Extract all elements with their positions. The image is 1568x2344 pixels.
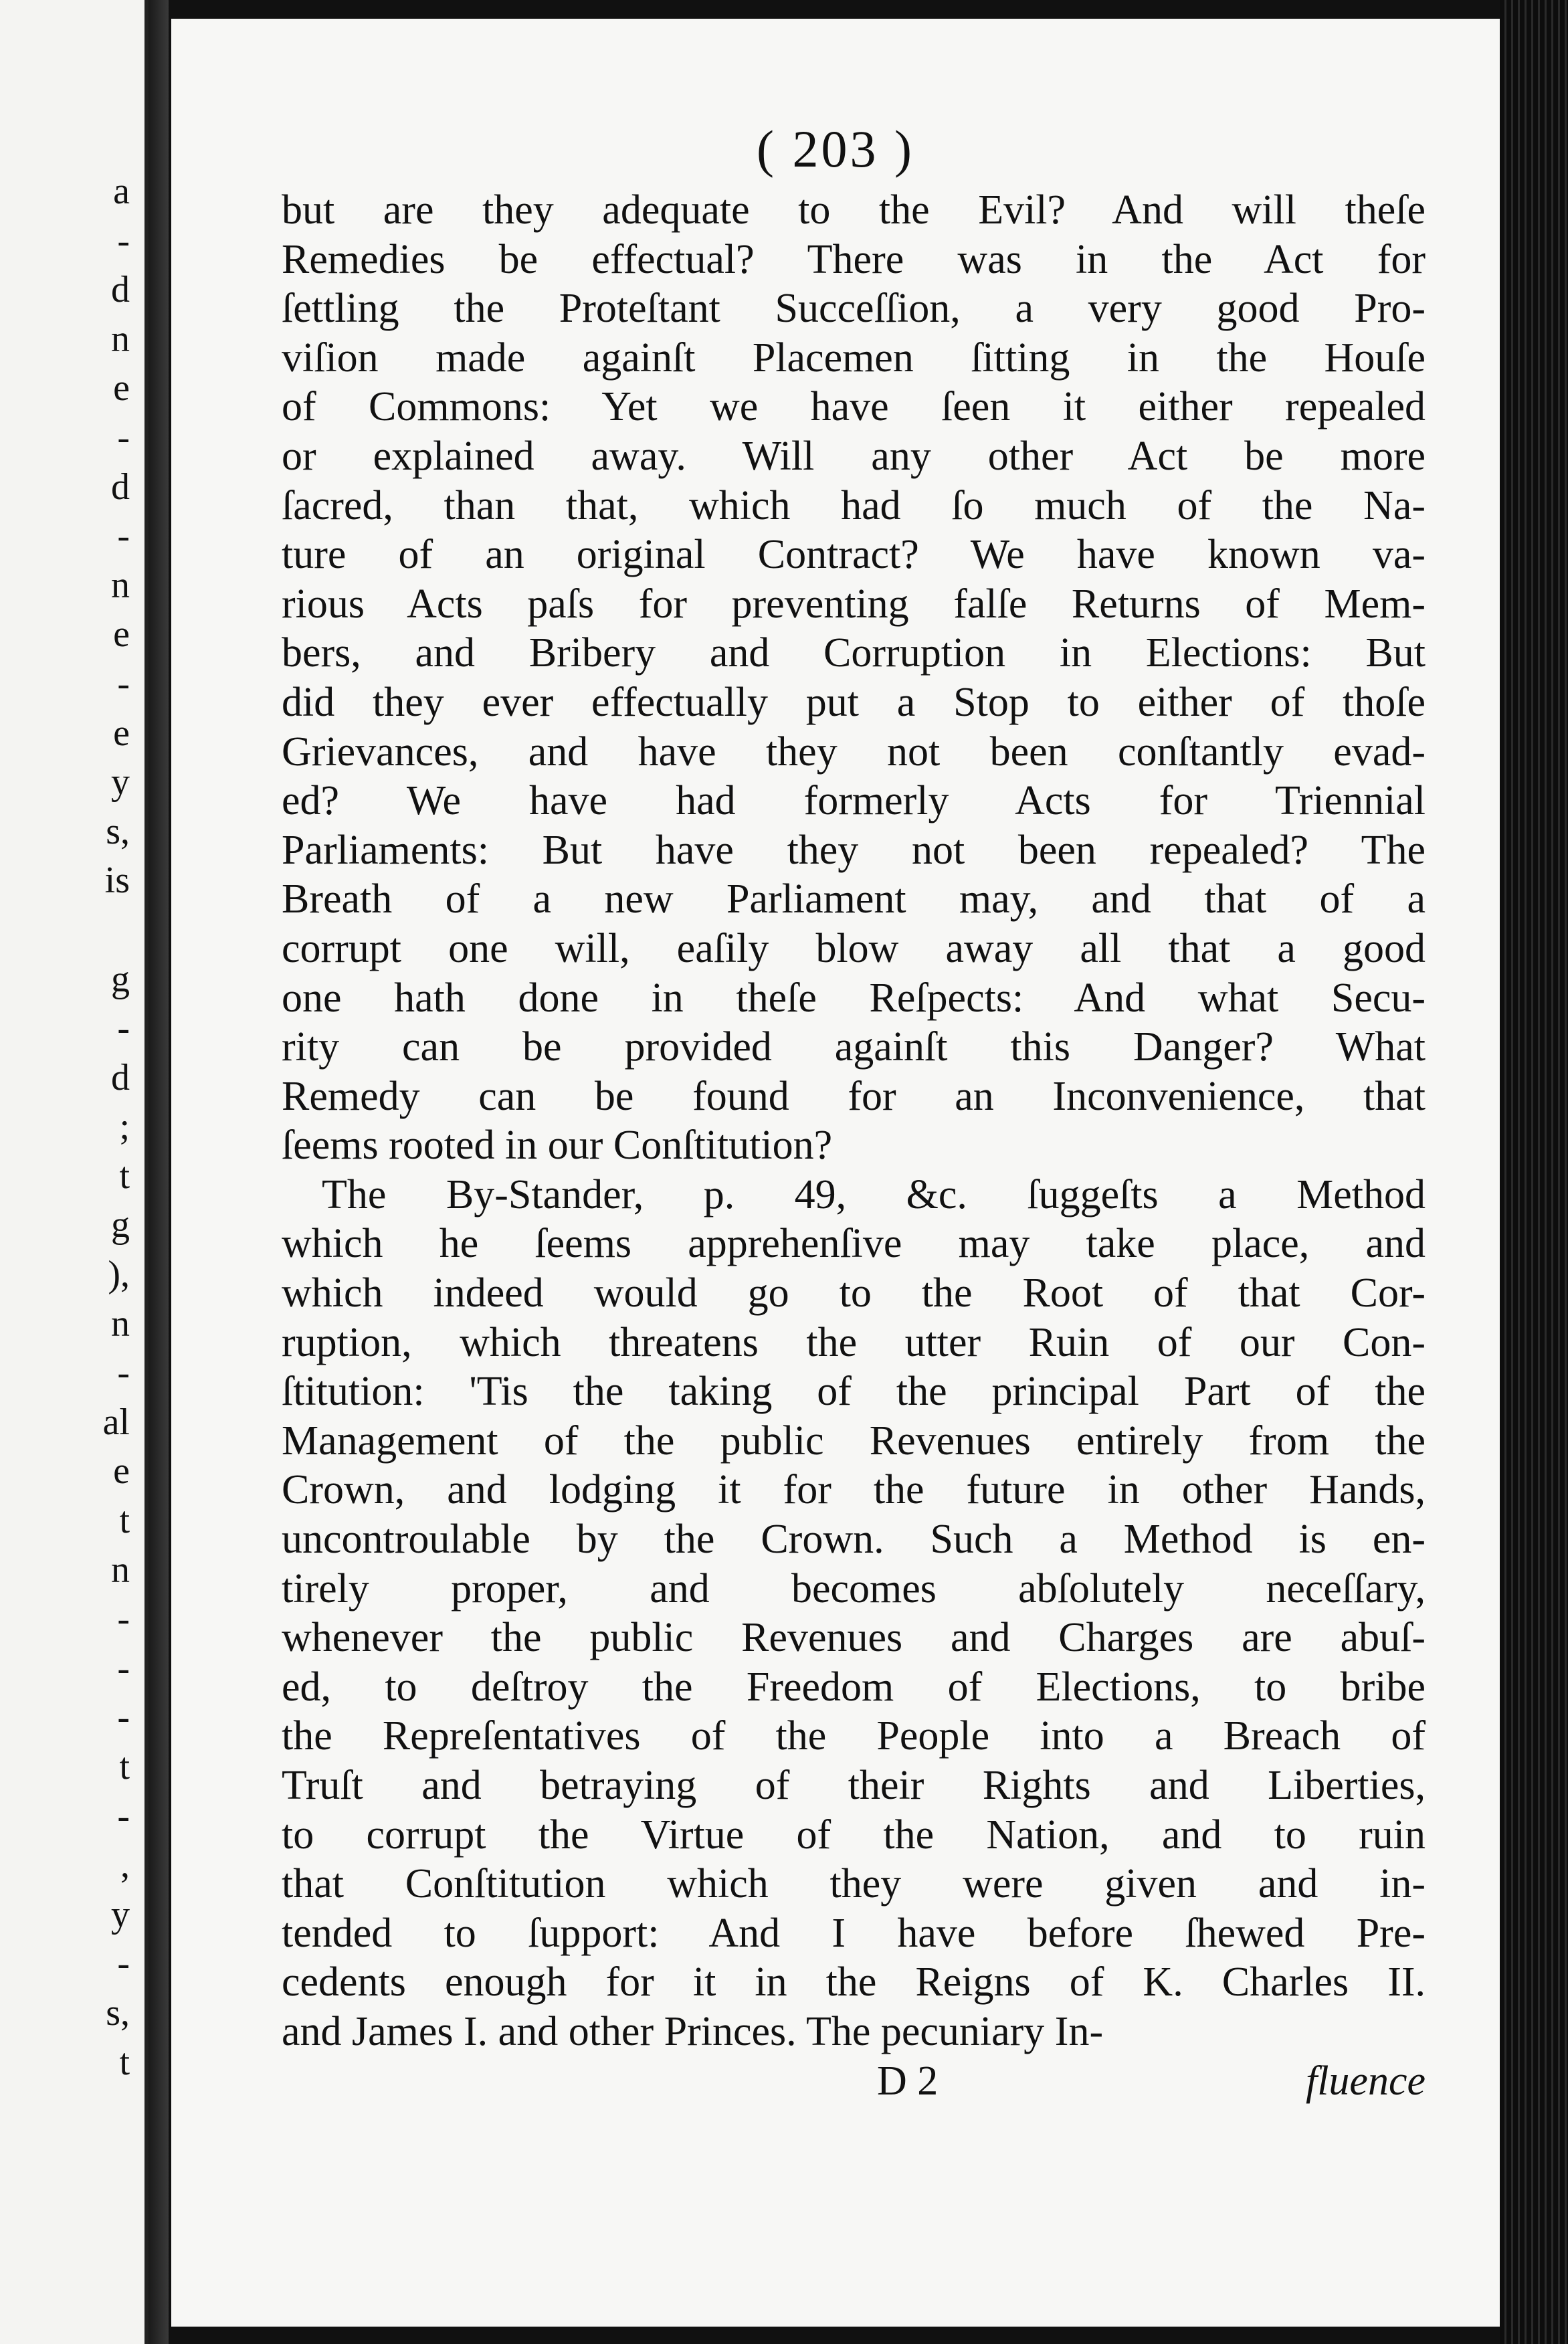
text-line: Parliaments: But have they not been repealed? The xyxy=(282,827,1426,873)
text-line: tended to ſupport: And I have before ſhewed Pre- xyxy=(282,1910,1426,1956)
text-line: Management of the public Revenues entirely from the xyxy=(282,1418,1426,1464)
left-page-fragment: d xyxy=(111,1056,130,1098)
left-page-fragment: e xyxy=(113,367,130,409)
text-line: which he ſeems apprehenſive may take place, and xyxy=(282,1221,1426,1267)
book-gutter xyxy=(149,0,169,2344)
left-page-fragment: n xyxy=(111,1302,130,1345)
text-line: to corrupt the Virtue of the Nation, and to ruin xyxy=(282,1812,1426,1858)
text-line: The By-Stander, p. 49, &c. ſuggeſts a Method xyxy=(322,1171,1426,1217)
left-page-fragment: ), xyxy=(108,1254,130,1296)
text-line: but are they adequate to the Evil? And will theſe xyxy=(282,187,1426,233)
text-line: viſion made againſt Placemen ſitting in the Houſe xyxy=(282,334,1426,381)
left-page-fragment: - xyxy=(117,1598,130,1640)
text-line: did they ever effectually put a Stop to either of thoſe xyxy=(282,679,1426,725)
left-page-fragment: s, xyxy=(106,1991,130,2034)
text-line: ſacred, than that, which had ſo much of the Na- xyxy=(282,482,1426,528)
left-page-fragment: y xyxy=(111,761,130,803)
text-line: Remedies be effectual? There was in the Act for xyxy=(282,236,1426,282)
text-line: Grievances, and have they not been conſtantly evad- xyxy=(282,728,1426,775)
left-page-fragment: t xyxy=(119,1155,130,1197)
text-line: or explained away. Will any other Act be more xyxy=(282,433,1426,479)
text-line: bers, and Bribery and Corruption in Elections: But xyxy=(282,630,1426,676)
text-line: ſettling the Proteſtant Succeſſion, a very good Pro- xyxy=(282,286,1426,332)
left-page-fragment: e xyxy=(113,613,130,656)
text-line: Remedy can be found for an Inconvenience, that xyxy=(282,1073,1426,1119)
left-page-fragment: n xyxy=(111,318,130,360)
text-line: ed, to deſtroy the Freedom of Elections, to bribe xyxy=(282,1664,1426,1710)
left-page-fragment: - xyxy=(117,515,130,557)
left-page-fragment: y xyxy=(111,1893,130,1935)
left-page-fragment: n xyxy=(111,564,130,606)
left-page-fragment: d xyxy=(111,466,130,508)
left-page-fragment: n xyxy=(111,1549,130,1591)
catchword: fluence xyxy=(1305,2058,1426,2104)
left-page-fragment: al xyxy=(102,1401,130,1443)
text-line: the Repreſentatives of the People into a Breach of xyxy=(282,1713,1426,1759)
text-line: uncontroulable by the Crown. Such a Method is en- xyxy=(282,1517,1426,1563)
text-line: corrupt one will, eaſily blow away all that a good xyxy=(282,925,1426,971)
text-line: tirely proper, and becomes abſolutely neceſſary, xyxy=(282,1565,1426,1612)
text-line: Truſt and betraying of their Rights and Liberties, xyxy=(282,1763,1426,1808)
text-line: which indeed would go to the Root of that Cor- xyxy=(282,1270,1426,1316)
left-facing-page-edge xyxy=(0,0,149,2344)
left-page-fragment: - xyxy=(117,219,130,262)
left-page-fragment: t xyxy=(119,1746,130,1787)
text-line: rity can be provided againſt this Danger? What xyxy=(282,1024,1426,1070)
left-page-fragment: g xyxy=(111,958,130,1000)
left-page-fragment: a xyxy=(113,171,130,212)
left-page-fragment: e xyxy=(113,712,130,754)
signature-mark: D 2 xyxy=(877,2058,939,2104)
text-line: Crown, and lodging it for the future in other Hands, xyxy=(282,1467,1426,1513)
left-page-fragment: is xyxy=(104,860,130,902)
left-page-fragment: ; xyxy=(119,1106,130,1148)
text-line: ruption, which threatens the utter Ruin of our Con- xyxy=(282,1319,1426,1365)
text-line: rious Acts paſs for preventing falſe Returns of Mem- xyxy=(282,581,1426,627)
book-page xyxy=(169,19,1500,2327)
left-page-fragment: - xyxy=(117,1007,130,1050)
left-page-fragment: - xyxy=(117,416,130,458)
text-line: ture of an original Contract? We have known va- xyxy=(282,532,1426,578)
left-page-fragment: , xyxy=(120,1844,130,1886)
text-line: of Commons: Yet we have ſeen it either repealed xyxy=(282,384,1426,430)
left-page-fragment: g xyxy=(111,1204,130,1246)
left-page-fragment: t xyxy=(119,2041,130,2083)
left-page-fragment: - xyxy=(117,1943,130,1985)
text-line: ſtitution: 'Tis the taking of the principal Part of the xyxy=(282,1369,1426,1415)
book-page-edges xyxy=(1500,0,1568,2344)
left-page-fragment: - xyxy=(117,662,130,704)
left-page-fragment: d xyxy=(111,269,130,311)
left-page-fragment: t xyxy=(119,1500,130,1542)
left-page-fragment: e xyxy=(113,1450,130,1492)
left-page-fragment: - xyxy=(117,1696,130,1739)
left-page-fragment xyxy=(90,906,130,955)
page-footer xyxy=(282,2058,1426,2111)
left-page-fragment: - xyxy=(117,1647,130,1689)
text-line: whenever the public Revenues and Charges are abuſ- xyxy=(282,1615,1426,1661)
text-line: one hath done in theſe Reſpects: And what Secu- xyxy=(282,975,1426,1021)
left-page-fragment: s, xyxy=(106,810,130,852)
text-line: that Conſtitution which they were given and in- xyxy=(282,1861,1426,1907)
left-page-fragment: - xyxy=(117,1795,130,1837)
body-text xyxy=(282,186,1426,2057)
text-line: ed? We have had formerly Acts for Triennial xyxy=(282,778,1426,824)
left-page-fragment: - xyxy=(117,1352,130,1394)
text-line: ſeems rooted in our Conſtitution? xyxy=(282,1122,833,1169)
text-line: and James I. and other Princes. The pecuniary In- xyxy=(282,2008,1104,2054)
text-line: Breath of a new Parliament may, and that of a xyxy=(282,876,1426,922)
text-line: cedents enough for it in the Reigns of K. Charles II. xyxy=(282,1959,1426,2006)
page-number: ( 203 ) xyxy=(757,120,914,178)
left-page-cropped-text xyxy=(90,167,130,2087)
